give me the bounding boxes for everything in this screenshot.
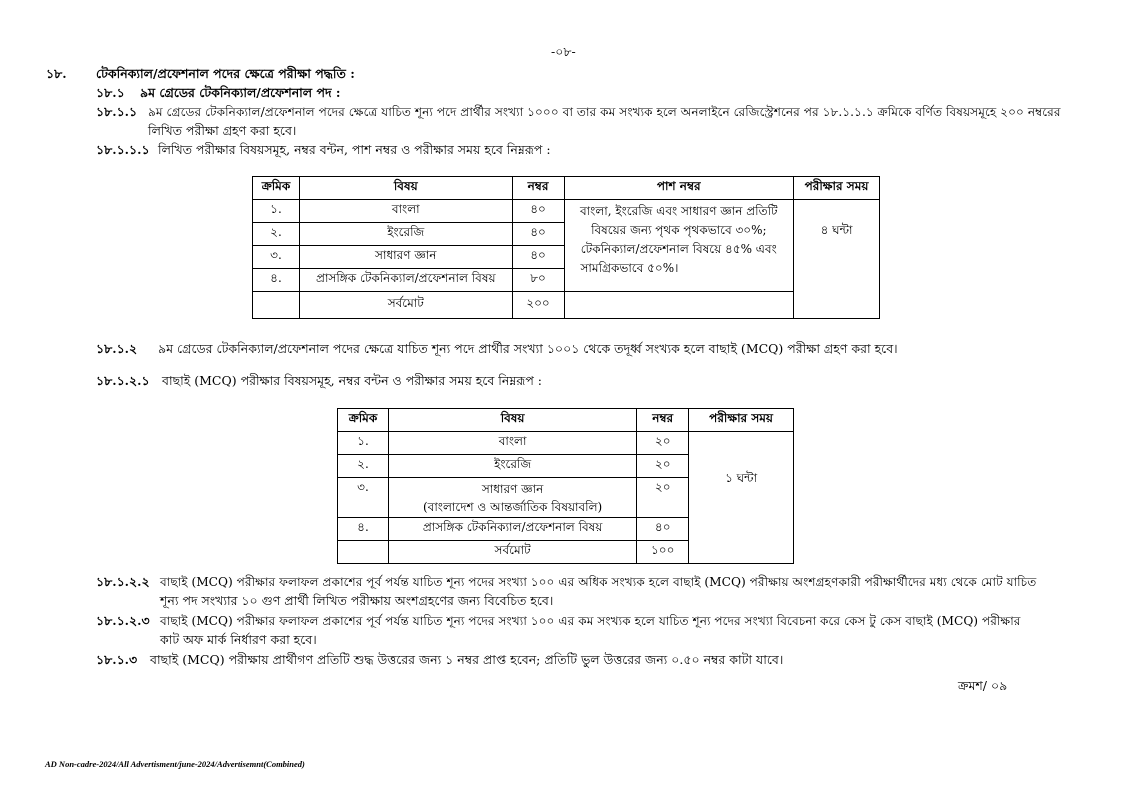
cell-empty [253,292,300,319]
cell-marks: ৪০ [512,200,564,223]
para-18122-line1: বাছাই (MCQ) পরীক্ষার ফলাফল প্রকাশের পূর্ব পর্যন্ত যাচিত শূন্য পদের সংখ্যা ১০০ এর অধিক সংখ্যক হলে বাছাই (MCQ) পরীক্ষায় অংশগ্রহণকারী পরীক্ষার্থীদের মধ্য থেকে মোট যাচিত [160,575,1037,589]
cell-marks: ৪০ [637,518,689,541]
header-subject: বিষয় [299,177,512,200]
cell-subject: প্রাসঙ্গিক টেকনিক্যাল/প্রফেশনাল বিষয় [388,518,636,541]
cell-serial: ১. [338,432,389,455]
table-header-row [253,177,880,200]
header-serial: ক্রমিক [338,409,389,432]
cell-marks: ৪০ [512,246,564,269]
cell-serial: ৪. [253,269,300,292]
page-number: -০৮- [551,44,576,59]
table-row [338,432,794,455]
written-exam-table [252,176,880,319]
cell-total-label: সর্বমোট [388,541,636,564]
subject-line: সাধারণ জ্ঞান [481,481,544,496]
header-subject: বিষয় [388,409,636,432]
cell-serial: ১. [253,200,300,223]
mcq-exam-table [337,408,794,564]
cell-total-marks: ২০০ [512,292,564,319]
section-number: ১৮. [46,66,67,81]
cell-empty [564,292,794,319]
cell-marks: ৮০ [512,269,564,292]
cell-pass-marks [564,200,794,292]
para-1813-number: ১৮.১.৩ [96,652,138,667]
cell-serial: ৪. [338,518,389,541]
para-18123-number: ১৮.১.২.৩ [96,613,150,628]
pass-line: বাংলা, ইংরেজি এবং সাধারণ জ্ঞান প্রতিটি [580,204,778,218]
para-1811-line1: ৯ম গ্রেডের টেকনিক্যাল/প্রফেশনাল পদের ক্ষেত্রে যাচিত শূন্য পদে প্রার্থীর সংখ্যা ১০০০ বা তার কম সংখ্যক হলে অনলাইনে রেজিস্ট্রেশনের পর ১৮.১.১.১ ক্রমিকে বর্ণিত বিষয়সমূহে ২০০ নম্বরের [148,105,1061,119]
cell-subject [388,478,636,518]
header-marks: নম্বর [512,177,564,200]
para-18111-number: ১৮.১.১.১ [96,142,150,157]
cell-subject: বাংলা [299,200,512,223]
header-exam-time: পরীক্ষার সময় [794,177,880,200]
table-header-row [338,409,794,432]
cell-subject: প্রাসঙ্গিক টেকনিক্যাল/প্রফেশনাল বিষয় [299,269,512,292]
subsection-number: ১৮.১ [96,85,125,100]
cell-marks: ২০ [637,455,689,478]
pass-line: বিষয়ের জন্য পৃথক পৃথকভাবে ৩০%; [591,223,767,237]
footer-path: AD Non-cadre-2024/All Advertisment/june-2024/Advertisemnt(Combined) [45,759,305,769]
cell-subject: ইংরেজি [388,455,636,478]
para-18121-number: ১৮.১.২.১ [96,373,150,388]
section-title: টেকনিক্যাল/প্রফেশনাল পদের ক্ষেত্রে পরীক্ষা পদ্ধতি : [96,66,355,81]
cell-serial: ২. [253,223,300,246]
cell-subject: সাধারণ জ্ঞান [299,246,512,269]
cell-serial: ২. [338,455,389,478]
cell-subject: বাংলা [388,432,636,455]
para-18123-line2: কাট অফ মার্ক নির্ধারণ করা হবে। [160,632,317,647]
cell-subject: ইংরেজি [299,223,512,246]
cell-exam-time: ১ ঘন্টা [689,432,794,564]
cell-marks: ২০ [637,478,689,518]
header-pass-marks: পাশ নম্বর [564,177,794,200]
continued-label: ক্রমশ/ ০৯ [958,678,1008,693]
table-row [253,200,880,223]
cell-marks: ২০ [637,432,689,455]
para-18121-text: বাছাই (MCQ) পরীক্ষার বিষয়সমূহ, নম্বর বন্টন ও পরীক্ষার সময় হবে নিম্নরূপ : [162,373,543,388]
subject-subline: (বাংলাদেশ ও আন্তর্জাতিক বিষয়াবলি) [422,499,603,514]
cell-empty [338,541,389,564]
para-18123-line1: বাছাই (MCQ) পরীক্ষার ফলাফল প্রকাশের পূর্ব পর্যন্ত যাচিত শূন্য পদের সংখ্যা ১০০ এর কম সংখ্যক হলে যাচিত শূন্য পদের সংখ্যা বিবেচনা করে কেস টু কেস বাছাই (MCQ) পরীক্ষার [160,614,1021,628]
cell-total-label: সর্বমোট [299,292,512,319]
para-1811-line2: লিখিত পরীক্ষা গ্রহণ করা হবে। [148,123,297,138]
cell-exam-time: ৪ ঘন্টা [794,200,880,319]
para-18122-line2: শূন্য পদ সংখ্যার ১০ গুণ প্রার্থী লিখিত পরীক্ষায় অংশগ্রহণের জন্য বিবেচিত হবে। [160,593,554,608]
para-18122-number: ১৮.১.২.২ [96,574,150,589]
cell-marks: ৪০ [512,223,564,246]
para-1812-text: ৯ম গ্রেডের টেকনিক্যাল/প্রফেশনাল পদের ক্ষেত্রে যাচিত শূন্য পদে প্রার্থীর সংখ্যা ১০০১ থেকে তদূর্ধ্ব সংখ্যক হলে বাছাই (MCQ) পরীক্ষা গ্রহণ করা হবে। [158,341,898,356]
cell-total-marks: ১০০ [637,541,689,564]
para-18111-text: লিখিত পরীক্ষার বিষয়সমূহ, নম্বর বন্টন, পাশ নম্বর ও পরীক্ষার সময় হবে নিম্নরূপ : [158,142,551,157]
para-1811-number: ১৮.১.১ [96,104,138,119]
header-exam-time: পরীক্ষার সময় [689,409,794,432]
pass-line: টেকনিক্যাল/প্রফেশনাল বিষয়ে ৪৫% এবং [580,242,777,256]
header-marks: নম্বর [637,409,689,432]
para-1813-text: বাছাই (MCQ) পরীক্ষায় প্রার্থীগণ প্রতিটি শুদ্ধ উত্তরের জন্য ১ নম্বর প্রাপ্ত হবেন; প্রতিটি ভুল উত্তরের জন্য ০.৫০ নম্বর কাটা যাবে। [150,652,784,667]
header-serial: ক্রমিক [253,177,300,200]
cell-serial: ৩. [338,478,389,518]
pass-line: সামগ্রিকভাবে ৫০%। [580,261,679,275]
para-1812-number: ১৮.১.২ [96,341,138,356]
table-total-row [253,292,880,319]
subsection-title: ৯ম গ্রেডের টেকনিক্যাল/প্রফেশনাল পদ : [140,85,341,100]
cell-serial: ৩. [253,246,300,269]
